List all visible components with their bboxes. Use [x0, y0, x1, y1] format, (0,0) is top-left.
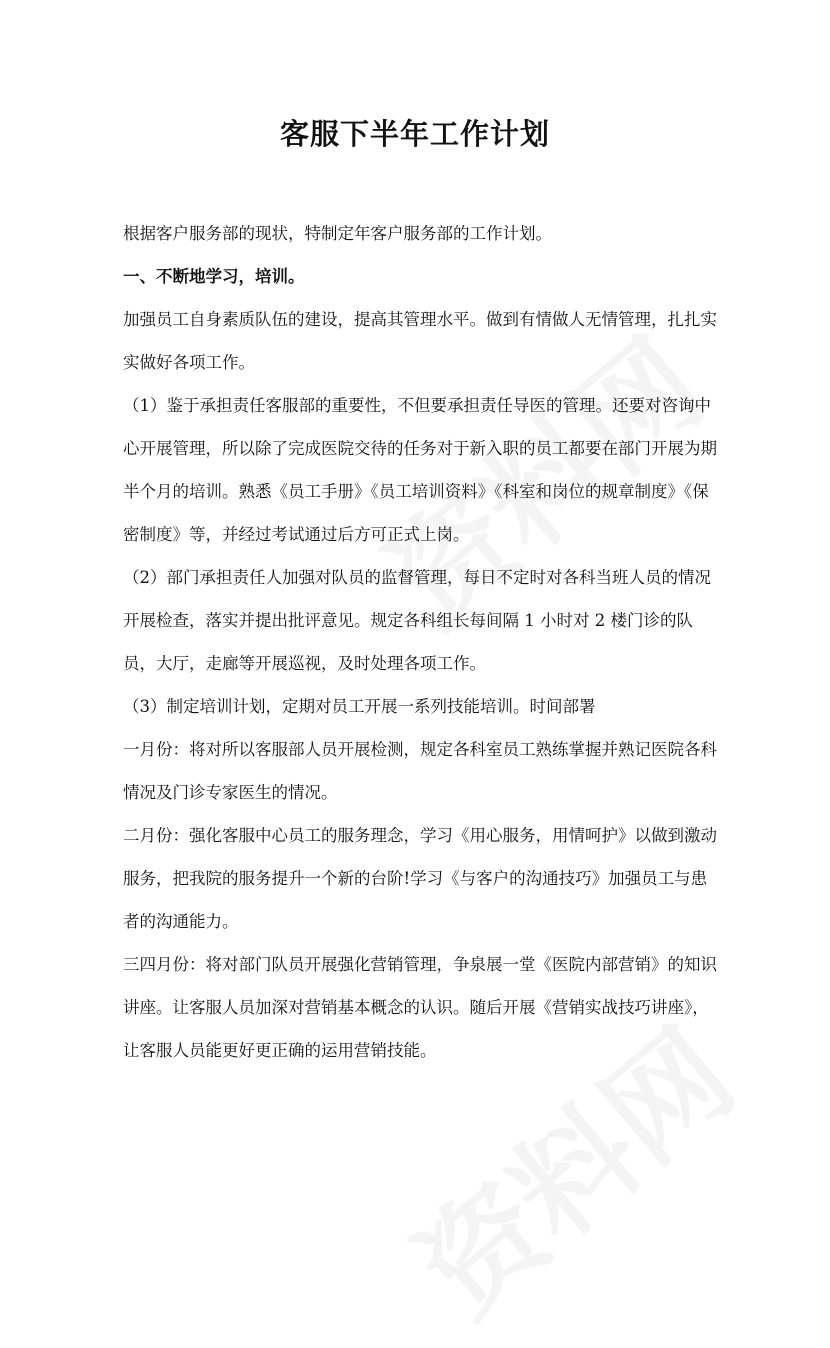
body-paragraph: 三四月份：将对部门队员开展强化营销管理，争泉展一堂《医院内部营销》的知识讲座。让客服人员加深对营销基本概念的认识。随后开展《营销实战技巧讲座》，让客服人员能更好更正确的运用营销技能。: [123, 955, 717, 1060]
body-paragraph: 一月份：将对所以客服部人员开展检测，规定各科室员工熟练掌握并熟记医院各科情况及门诊专家医生的情况。: [123, 740, 717, 802]
document-body: [123, 212, 723, 1072]
body-paragraph: 加强员工自身素质队伍的建设，提高其管理水平。做到有情做人无情管理，扎扎实实做好各项工作。: [123, 310, 717, 372]
body-paragraph: （2）部门承担责任人加强对队员的监督管理，每日不定时对各科当班人员的情况开展检查，落实并提出批评意见。规定各科组长每间隔 1 小时对 2 楼门诊的队员，大厅，走廊等开展巡视，及时处理各项工作。: [123, 568, 711, 673]
body-paragraph: （3）制定培训计划，定期对员工开展一系列技能培训。时间部署: [123, 697, 596, 716]
body-paragraph: （1）鉴于承担责任客服部的重要性，不但要承担责任导医的管理。还要对咨询中心开展管理，所以除了完成医院交待的任务对于新入职的员工都要在部门开展为期半个月的培训。熟悉《员工手册》《员工培训资料》《科室和岗位的规章制度》《保密制度》等，并经过考试通过后方可正式上岗。: [123, 396, 717, 544]
section-heading: 一、不断地学习，培训。: [123, 267, 305, 286]
intro-paragraph: 根据客户服务部的现状，特制定年客户服务部的工作计划。: [123, 224, 552, 243]
body-paragraph: 二月份：强化客服中心员工的服务理念，学习《用心服务，用情呵护》以做到激动服务，把我院的服务提升一个新的台阶!学习《与客户的沟通技巧》加强员工与患者的沟通能力。: [123, 826, 717, 931]
document-title: 客服下半年工作计划: [279, 117, 550, 151]
